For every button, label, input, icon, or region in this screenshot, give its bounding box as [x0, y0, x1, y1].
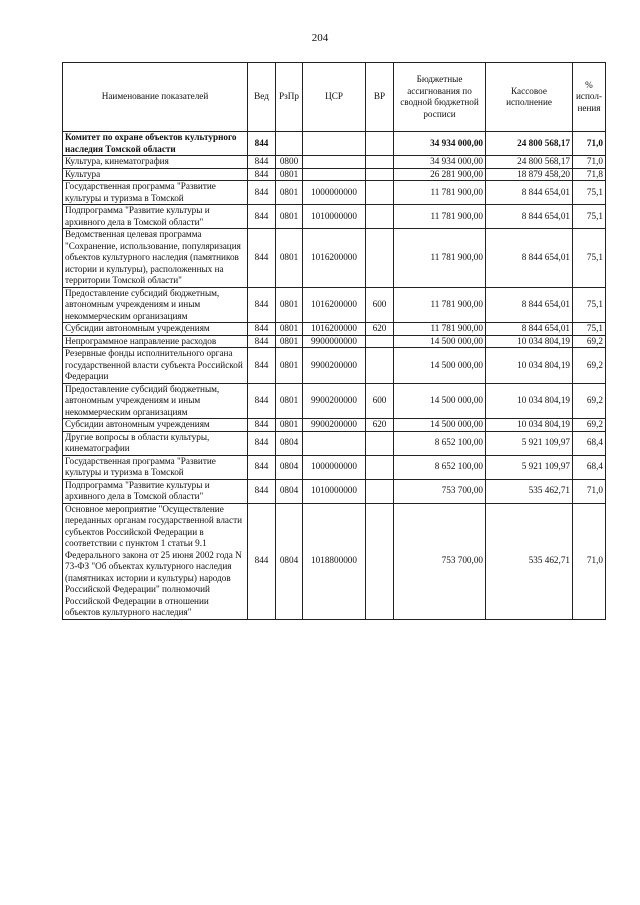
cell-ved: 844 — [248, 181, 276, 205]
cell-name: Субсидии автономным учреждениям — [63, 419, 248, 432]
cell-cash: 8 844 654,01 — [486, 229, 573, 288]
table-row — [63, 455, 606, 479]
cell-ved: 844 — [248, 335, 276, 348]
cell-rzpr — [276, 132, 303, 156]
cell-cash: 535 462,71 — [486, 503, 573, 619]
table-row — [63, 348, 606, 384]
cell-pct: 69,2 — [573, 335, 606, 348]
cell-vr — [366, 455, 394, 479]
cell-pct: 69,2 — [573, 348, 606, 384]
cell-budget: 753 700,00 — [394, 479, 486, 503]
cell-cash: 10 034 804,19 — [486, 419, 573, 432]
table-row — [63, 168, 606, 181]
cell-csr: 9900200000 — [303, 383, 366, 419]
cell-rzpr: 0801 — [276, 181, 303, 205]
cell-vr — [366, 431, 394, 455]
table-row — [63, 205, 606, 229]
cell-ved: 844 — [248, 348, 276, 384]
cell-csr — [303, 132, 366, 156]
cell-vr — [366, 229, 394, 288]
cell-budget: 11 781 900,00 — [394, 205, 486, 229]
cell-name: Государственная программа "Развитие культуры и туризма в Томской — [63, 455, 248, 479]
cell-rzpr: 0800 — [276, 156, 303, 169]
cell-cash: 8 844 654,01 — [486, 323, 573, 336]
cell-pct: 75,1 — [573, 287, 606, 323]
cell-name: Основное мероприятие "Осуществление переданных органам государственной власти субъектов Российской Федерации в соответствии с пунктом 1 статьи 9.1 Федерального закона от 25 июня 2002 года N 73-ФЗ "Об объектах культурного наследия (памятниках истории и культуры) народов Российской Федерации" полномочий Российской Федерации в отношении объектов культурного наследия" — [63, 503, 248, 619]
cell-ved: 844 — [248, 168, 276, 181]
cell-ved: 844 — [248, 455, 276, 479]
cell-ved: 844 — [248, 383, 276, 419]
cell-cash: 535 462,71 — [486, 479, 573, 503]
cell-ved: 844 — [248, 419, 276, 432]
cell-pct: 71,0 — [573, 479, 606, 503]
cell-ved: 844 — [248, 503, 276, 619]
cell-rzpr: 0801 — [276, 419, 303, 432]
cell-pct: 69,2 — [573, 383, 606, 419]
cell-cash: 8 844 654,01 — [486, 205, 573, 229]
cell-vr — [366, 205, 394, 229]
cell-cash: 10 034 804,19 — [486, 348, 573, 384]
cell-rzpr: 0801 — [276, 168, 303, 181]
cell-rzpr: 0801 — [276, 348, 303, 384]
cell-cash: 8 844 654,01 — [486, 181, 573, 205]
cell-csr: 1000000000 — [303, 455, 366, 479]
table-row — [63, 323, 606, 336]
table-row — [63, 181, 606, 205]
table-row — [63, 431, 606, 455]
cell-pct: 75,1 — [573, 205, 606, 229]
cell-budget: 11 781 900,00 — [394, 323, 486, 336]
cell-ved: 844 — [248, 479, 276, 503]
cell-budget: 14 500 000,00 — [394, 348, 486, 384]
cell-csr: 1010000000 — [303, 479, 366, 503]
header-ved: Вед — [248, 63, 276, 132]
cell-csr: 1016200000 — [303, 323, 366, 336]
table-row — [63, 335, 606, 348]
cell-rzpr: 0801 — [276, 383, 303, 419]
cell-budget: 14 500 000,00 — [394, 419, 486, 432]
cell-name: Подпрограмма "Развитие культуры и архивного дела в Томской области" — [63, 205, 248, 229]
cell-cash: 24 800 568,17 — [486, 156, 573, 169]
cell-csr: 1016200000 — [303, 287, 366, 323]
cell-name: Государственная программа "Развитие культуры и туризма в Томской — [63, 181, 248, 205]
header-csr: ЦСР — [303, 63, 366, 132]
table-row — [63, 132, 606, 156]
cell-csr — [303, 168, 366, 181]
cell-cash: 5 921 109,97 — [486, 431, 573, 455]
cell-name: Культура — [63, 168, 248, 181]
cell-rzpr: 0801 — [276, 287, 303, 323]
page-number: 204 — [311, 32, 329, 44]
cell-csr: 1000000000 — [303, 181, 366, 205]
cell-budget: 8 652 100,00 — [394, 455, 486, 479]
table-row — [63, 287, 606, 323]
cell-name: Предоставление субсидий бюджетным, автономным учреждениям и иным некоммерческим организациям — [63, 383, 248, 419]
cell-budget: 14 500 000,00 — [394, 383, 486, 419]
cell-rzpr: 0804 — [276, 431, 303, 455]
cell-ved: 844 — [248, 229, 276, 288]
cell-budget: 8 652 100,00 — [394, 431, 486, 455]
cell-csr: 1016200000 — [303, 229, 366, 288]
header-budget: Бюджетные ассигнования по сводной бюджетной росписи — [394, 63, 486, 132]
cell-rzpr: 0804 — [276, 479, 303, 503]
cell-name: Непрограммное направление расходов — [63, 335, 248, 348]
cell-name: Другие вопросы в области культуры, кинематографии — [63, 431, 248, 455]
header-vr: ВР — [366, 63, 394, 132]
cell-vr — [366, 181, 394, 205]
cell-vr — [366, 335, 394, 348]
cell-cash: 18 879 458,20 — [486, 168, 573, 181]
cell-vr — [366, 503, 394, 619]
cell-csr — [303, 431, 366, 455]
cell-csr: 1010000000 — [303, 205, 366, 229]
cell-vr — [366, 348, 394, 384]
cell-name: Резервные фонды исполнительного органа государственной власти субъекта Российской Федерации — [63, 348, 248, 384]
cell-vr: 620 — [366, 419, 394, 432]
cell-rzpr: 0804 — [276, 503, 303, 619]
table-header-row — [63, 63, 606, 132]
cell-rzpr: 0801 — [276, 229, 303, 288]
cell-pct: 71,0 — [573, 503, 606, 619]
table-row — [63, 229, 606, 288]
table-body — [63, 132, 606, 620]
table-row — [63, 383, 606, 419]
cell-csr: 9900200000 — [303, 419, 366, 432]
cell-budget: 11 781 900,00 — [394, 287, 486, 323]
cell-budget: 11 781 900,00 — [394, 229, 486, 288]
table-row — [63, 503, 606, 619]
cell-cash: 10 034 804,19 — [486, 383, 573, 419]
cell-ved: 844 — [248, 287, 276, 323]
cell-pct: 69,2 — [573, 419, 606, 432]
cell-pct: 71,8 — [573, 168, 606, 181]
cell-cash: 5 921 109,97 — [486, 455, 573, 479]
cell-budget: 11 781 900,00 — [394, 181, 486, 205]
cell-vr — [366, 156, 394, 169]
cell-csr: 1018800000 — [303, 503, 366, 619]
cell-vr: 620 — [366, 323, 394, 336]
cell-rzpr: 0801 — [276, 205, 303, 229]
cell-budget: 14 500 000,00 — [394, 335, 486, 348]
budget-report-table — [62, 62, 606, 620]
header-pct: % испол-нения — [573, 63, 606, 132]
cell-pct: 71,0 — [573, 156, 606, 169]
cell-vr — [366, 479, 394, 503]
cell-pct: 75,1 — [573, 229, 606, 288]
cell-vr: 600 — [366, 287, 394, 323]
cell-ved: 844 — [248, 431, 276, 455]
table-row — [63, 419, 606, 432]
cell-pct: 71,0 — [573, 132, 606, 156]
cell-csr — [303, 156, 366, 169]
table-row — [63, 479, 606, 503]
cell-cash: 8 844 654,01 — [486, 287, 573, 323]
cell-ved: 844 — [248, 323, 276, 336]
cell-rzpr: 0801 — [276, 323, 303, 336]
cell-csr: 9900000000 — [303, 335, 366, 348]
cell-rzpr: 0804 — [276, 455, 303, 479]
cell-name: Культура, кинематография — [63, 156, 248, 169]
cell-cash: 10 034 804,19 — [486, 335, 573, 348]
cell-name: Ведомственная целевая программа "Сохранение, использование, популяризация объектов культурного наследия (памятников истории и культуры), расположенных на территории Томской области" — [63, 229, 248, 288]
cell-pct: 68,4 — [573, 431, 606, 455]
cell-name: Субсидии автономным учреждениям — [63, 323, 248, 336]
cell-budget: 26 281 900,00 — [394, 168, 486, 181]
cell-name: Комитет по охране объектов культурного наследия Томской области — [63, 132, 248, 156]
cell-pct: 68,4 — [573, 455, 606, 479]
cell-name: Предоставление субсидий бюджетным, автономным учреждениям и иным некоммерческим организациям — [63, 287, 248, 323]
header-name: Наименование показателей — [63, 63, 248, 132]
cell-budget: 753 700,00 — [394, 503, 486, 619]
table-row — [63, 156, 606, 169]
cell-csr: 9900200000 — [303, 348, 366, 384]
cell-vr: 600 — [366, 383, 394, 419]
cell-ved: 844 — [248, 156, 276, 169]
cell-ved: 844 — [248, 132, 276, 156]
cell-budget: 34 934 000,00 — [394, 132, 486, 156]
cell-rzpr: 0801 — [276, 335, 303, 348]
cell-pct: 75,1 — [573, 323, 606, 336]
header-rzpr: РзПр — [276, 63, 303, 132]
cell-ved: 844 — [248, 205, 276, 229]
cell-pct: 75,1 — [573, 181, 606, 205]
header-cash: Кассовое исполнение — [486, 63, 573, 132]
cell-cash: 24 800 568,17 — [486, 132, 573, 156]
cell-vr — [366, 132, 394, 156]
cell-name: Подпрограмма "Развитие культуры и архивного дела в Томской области" — [63, 479, 248, 503]
cell-budget: 34 934 000,00 — [394, 156, 486, 169]
cell-vr — [366, 168, 394, 181]
